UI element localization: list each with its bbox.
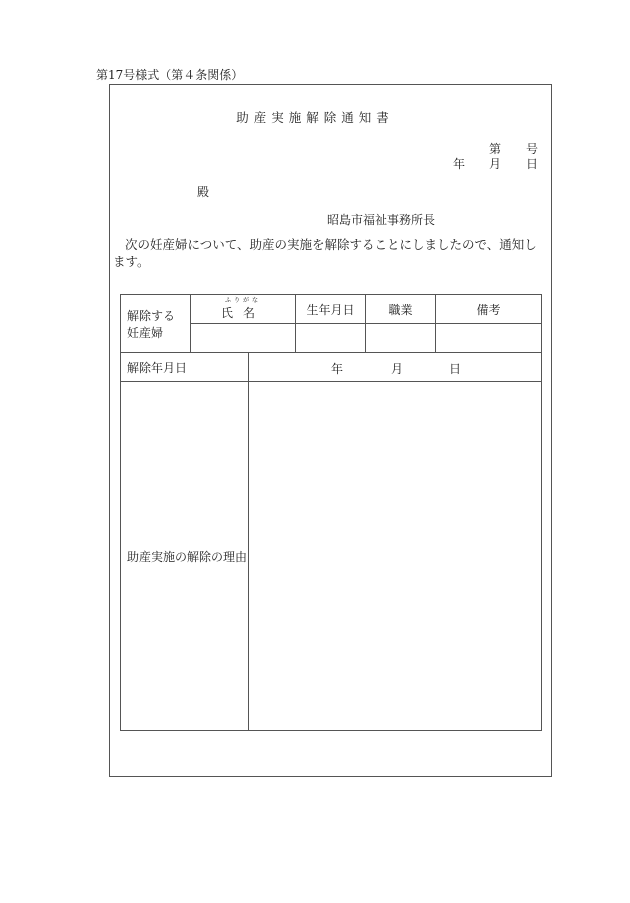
release-reason-label: 助産実施の解除の理由 xyxy=(121,382,249,731)
release-date-field[interactable] xyxy=(249,353,542,382)
date-year: 年 xyxy=(453,157,466,171)
date-day: 日 xyxy=(526,157,539,171)
occupation-header: 職業 xyxy=(366,295,436,324)
name-field[interactable] xyxy=(191,324,296,353)
release-date-year: 年 xyxy=(331,362,344,376)
release-reason-field[interactable] xyxy=(249,382,542,731)
form-number-label: 第17号様式（第４条関係） xyxy=(96,68,244,82)
sender-name: 昭島市福祉事務所長 xyxy=(327,213,436,227)
release-date-month: 月 xyxy=(391,362,404,376)
target-woman-header-line2: 妊産婦 xyxy=(127,325,164,340)
name-ruby: ふりがな xyxy=(225,297,262,304)
date-month: 月 xyxy=(489,157,502,171)
form-table xyxy=(120,294,542,731)
release-date-label: 解除年月日 xyxy=(121,353,249,382)
remarks-header: 備考 xyxy=(436,295,542,324)
birthdate-field[interactable] xyxy=(296,324,366,353)
name-label: 氏名 xyxy=(221,306,266,320)
release-date-day: 日 xyxy=(449,362,462,376)
addressee-suffix: 殿 xyxy=(197,185,210,199)
birthdate-header: 生年月日 xyxy=(296,295,366,324)
doc-number-dai: 第 xyxy=(489,142,502,156)
target-woman-header-line1: 解除する xyxy=(127,308,176,323)
name-header xyxy=(191,295,296,324)
occupation-field[interactable] xyxy=(366,324,436,353)
document-title: 助産実施解除通知書 xyxy=(236,110,394,125)
intro-text: 次の妊産婦について、助産の実施を解除することにしましたので、通知します。 xyxy=(113,237,537,269)
remarks-field[interactable] xyxy=(436,324,542,353)
target-woman-header xyxy=(121,295,191,353)
doc-number-gou: 号 xyxy=(526,142,539,156)
